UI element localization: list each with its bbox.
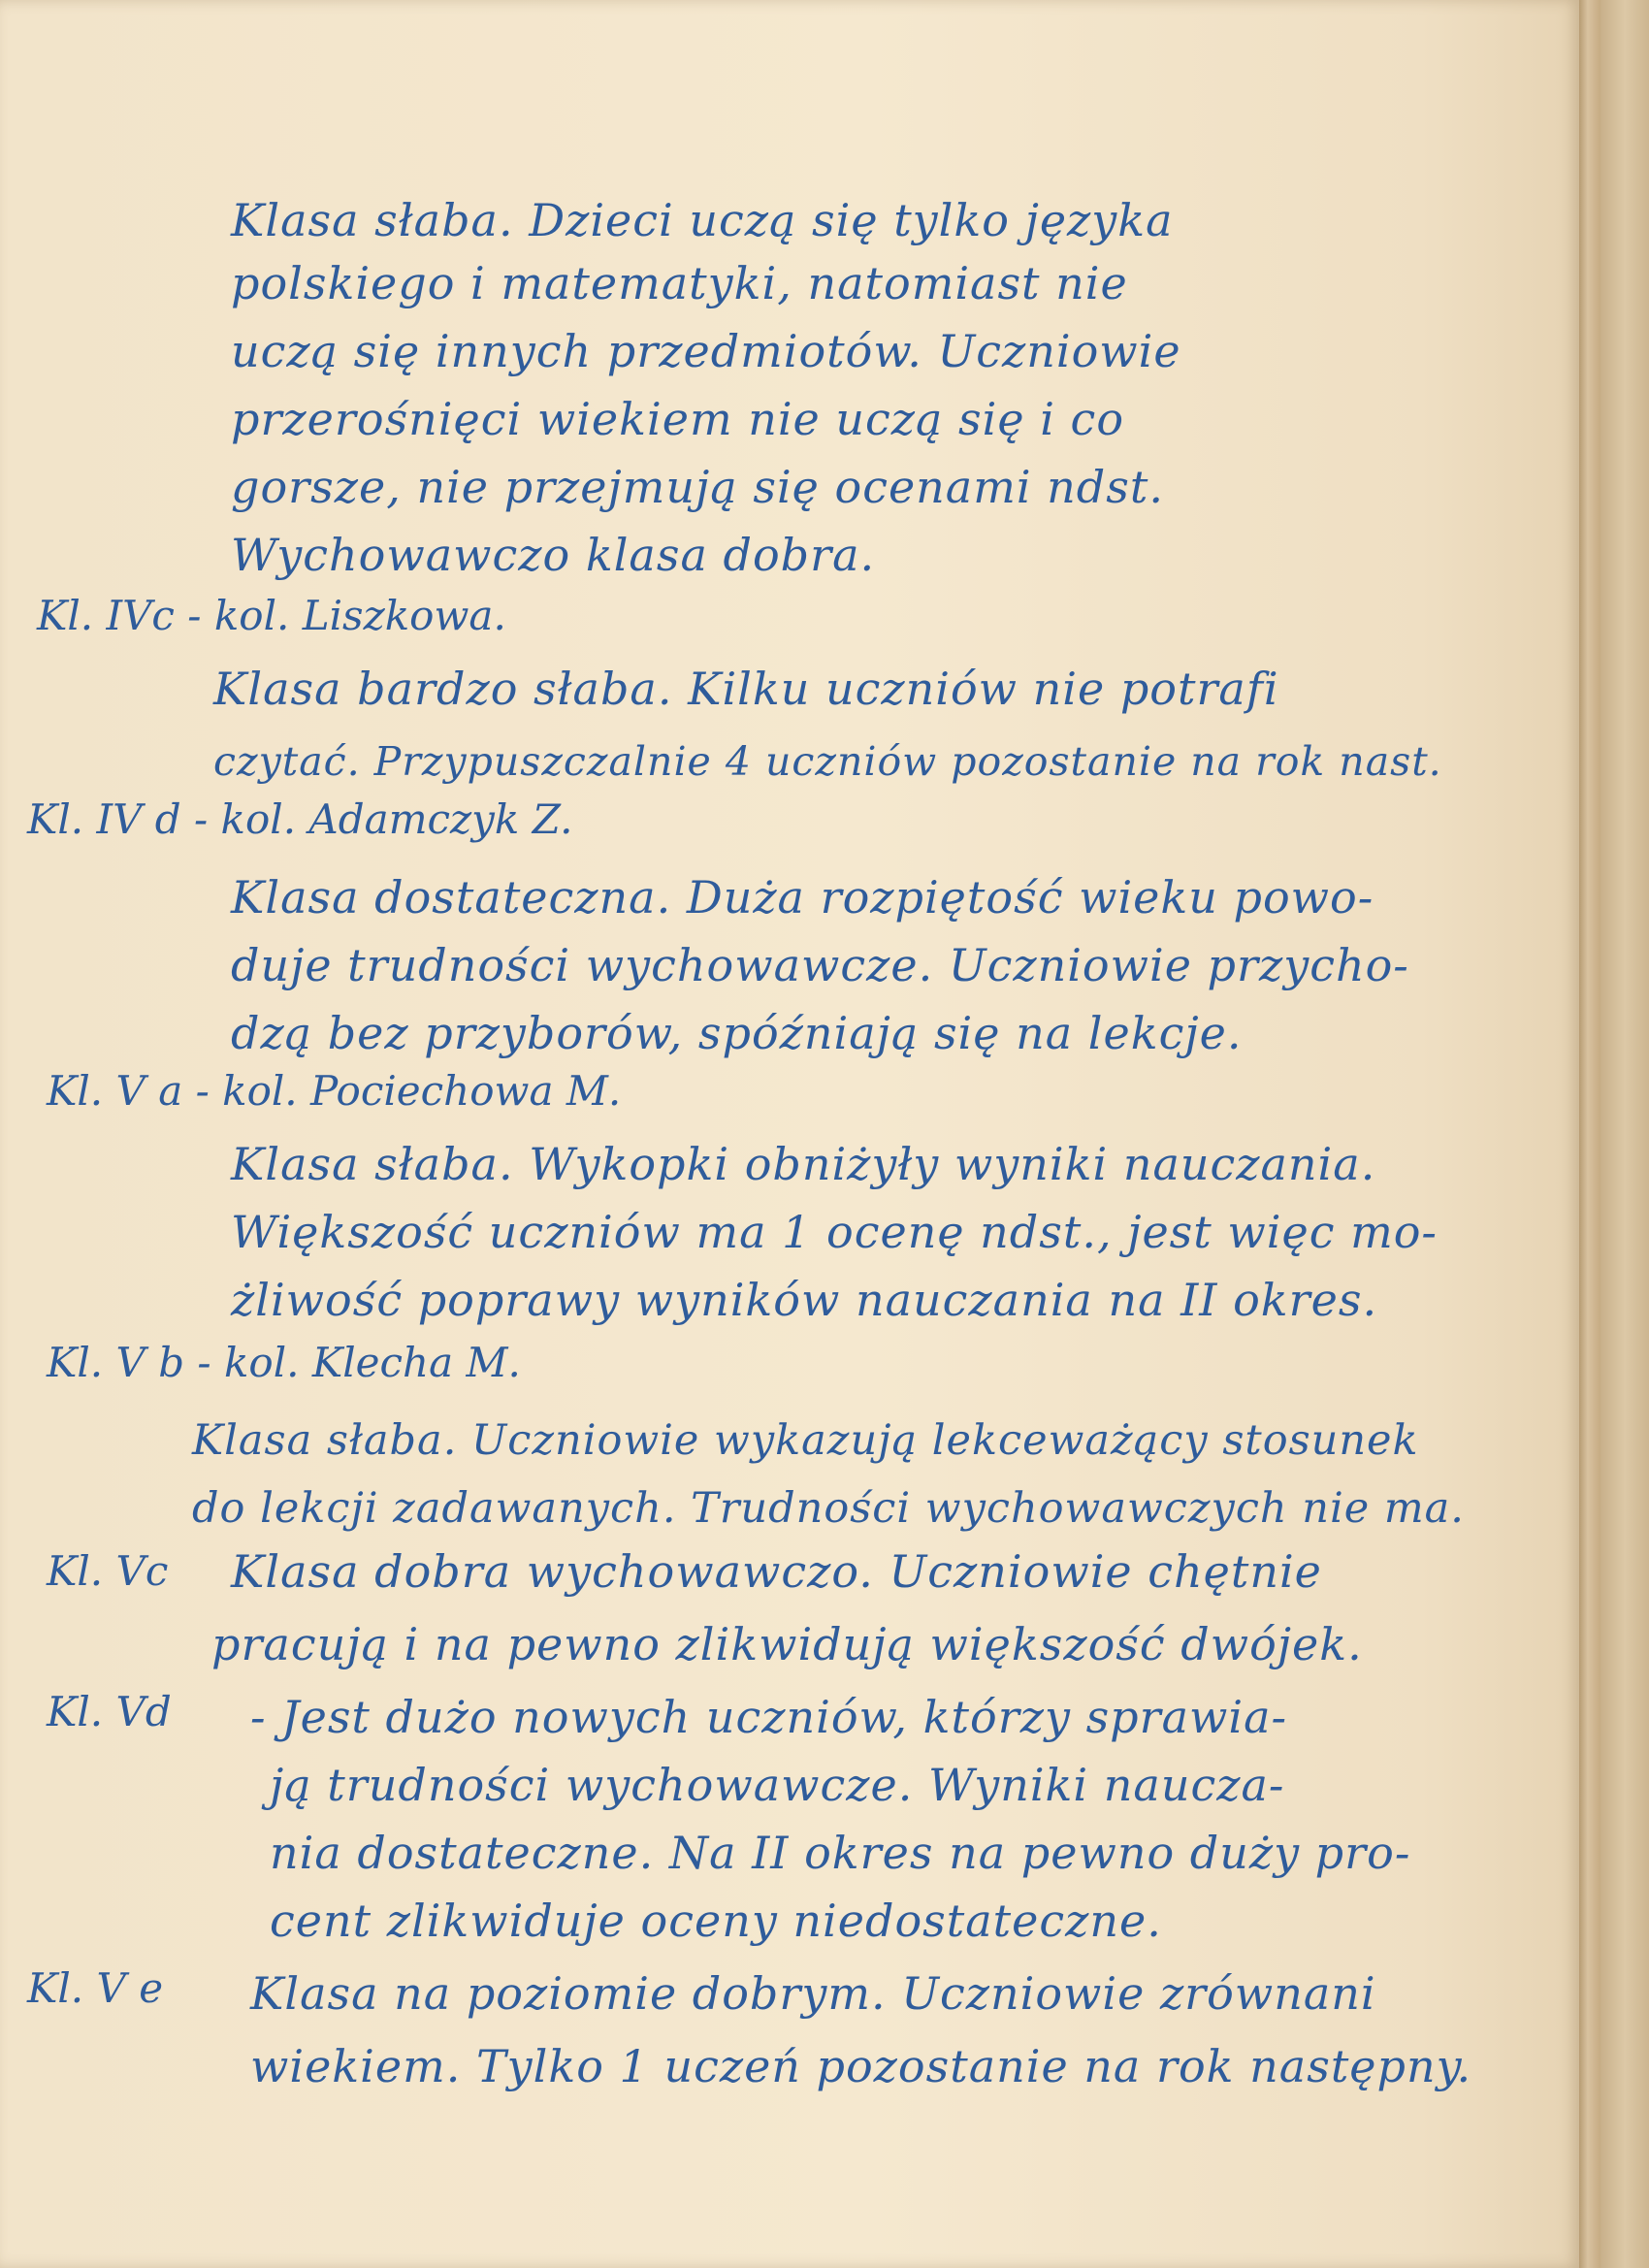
text-line-6: Wychowawczo klasa dobra. bbox=[231, 529, 876, 581]
class-heading-5c: Kl. Vc bbox=[47, 1547, 169, 1595]
text-line-12: duje trudności wychowawcze. Uczniowie przycho- bbox=[231, 939, 1409, 991]
text-line-19: Klasa słaba. Uczniowie wykazują lekceważący stosunek bbox=[192, 1416, 1419, 1465]
text-line-4: przerośnięci wiekiem nie uczą się i co bbox=[231, 393, 1125, 445]
class-heading-4d: Kl. IV d - kol. Adamczyk Z. bbox=[27, 795, 573, 843]
class-heading-5e: Kl. V e bbox=[27, 1964, 164, 2012]
class-heading-5b: Kl. V b - kol. Klecha M. bbox=[47, 1339, 521, 1386]
text-line-3: uczą się innych przedmiotów. Uczniowie bbox=[231, 325, 1181, 377]
class-heading-5d: Kl. Vd bbox=[47, 1688, 172, 1735]
text-line-13: dzą bez przyborów, spóźniają się na lekcje. bbox=[231, 1007, 1243, 1059]
notebook-cover-edge bbox=[1600, 0, 1649, 2268]
text-line-17: żliwość poprawy wyników nauczania na II okres. bbox=[231, 1274, 1378, 1326]
text-line-31: wiekiem. Tylko 1 uczeń pozostanie na rok następny. bbox=[250, 2040, 1472, 2092]
text-line-8: Klasa bardzo słaba. Kilku uczniów nie potrafi bbox=[213, 663, 1279, 715]
text-line-15: Klasa słaba. Wykopki obniżyły wyniki nauczania. bbox=[231, 1138, 1376, 1190]
text-line-5: gorsze, nie przejmują się ocenami ndst. bbox=[231, 461, 1164, 513]
text-line-20: do lekcji zadawanych. Trudności wychowawczych nie ma. bbox=[192, 1484, 1465, 1533]
text-line-9: czytać. Przypuszczalnie 4 uczniów pozostanie na rok nast. bbox=[213, 738, 1442, 785]
class-heading-5a: Kl. V a - kol. Pociechowa M. bbox=[47, 1067, 622, 1115]
text-line-30: Klasa na poziomie dobrym. Uczniowie zrównani bbox=[250, 1967, 1376, 2020]
page-edge bbox=[1579, 0, 1600, 2268]
text-line-23: pracują i na pewno zlikwidują większość dwójek. bbox=[211, 1618, 1363, 1670]
text-line-11: Klasa dostateczna. Duża rozpiętość wieku powo- bbox=[231, 871, 1374, 923]
text-line-16: Większość uczniów ma 1 ocenę ndst., jest więc mo- bbox=[231, 1206, 1438, 1258]
text-line-1: Klasa słaba. Dzieci uczą się tylko języka bbox=[231, 194, 1174, 246]
text-line-2: polskiego i matematyki, natomiast nie bbox=[231, 257, 1128, 309]
text-line-27: nia dostateczne. Na II okres na pewno duży pro- bbox=[270, 1827, 1411, 1879]
class-heading-4c: Kl. IVc - kol. Liszkowa. bbox=[37, 592, 506, 639]
text-line-22: Klasa dobra wychowawczo. Uczniowie chętnie bbox=[231, 1545, 1322, 1598]
text-line-28: cent zlikwiduje oceny niedostateczne. bbox=[270, 1895, 1162, 1947]
text-line-26: ją trudności wychowawcze. Wyniki naucza- bbox=[270, 1759, 1285, 1811]
text-line-25: - Jest dużo nowych uczniów, którzy sprawia- bbox=[250, 1691, 1288, 1743]
